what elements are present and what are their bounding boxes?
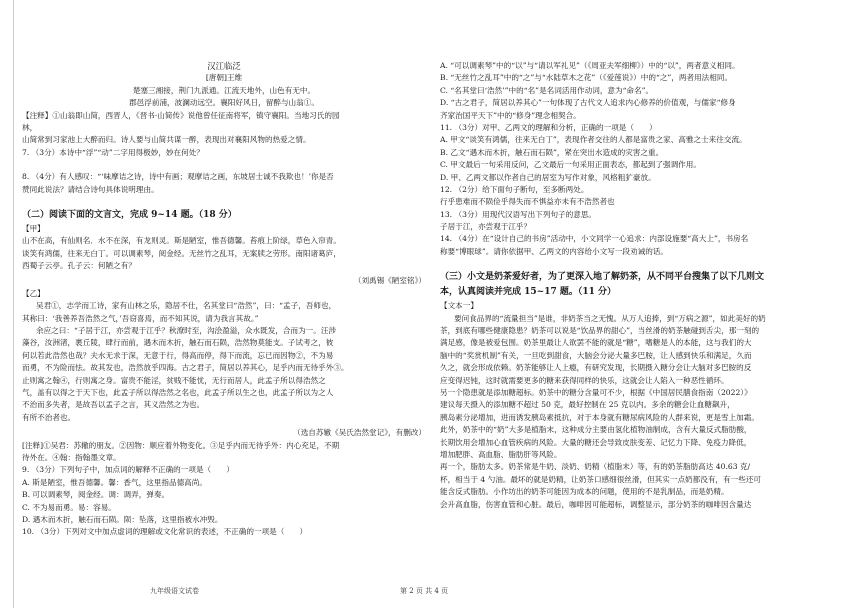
question-11-option-d: D. 甲、乙两文都以作者自己的居室为写作对象，风格粗犷豪放。: [440, 172, 656, 182]
binding-margin: [0, 0, 14, 608]
question-7: 7. （3分）本诗中“浮”“动”二字用得极妙，妙在何处？: [22, 147, 204, 157]
question-10-option-d-1: D. “古之君子，简居以养其心”一句体现了古代文人追求内心修养的价值观，与儒家“修身: [440, 98, 736, 108]
text-1-line-9: 胰岛素分泌增加，进而诱发胰岛素抵抗，对于本身就有糖尿病风险的人群来说，更是雪上加霜。: [440, 412, 759, 422]
passage-b-source: （选自苏辙《吴氏浩然堂记》，有删改）: [293, 428, 426, 438]
question-10-option-d-2: 齐家治国平天下”中的“修身”理念相契合。: [440, 110, 581, 120]
text-1-line-11: 长期饮用会增加心血管疾病的风险。大量的糖还会导致皮肤变差、记忆力下降、免疫力降低，: [440, 437, 752, 447]
passage-b-line-6: 而勇，不为险而怯。故其发也，浩然放乎四海。古之君子，简居以养其心，足乎内而无待乎外③。: [22, 363, 349, 373]
text-1-label: 【文本一】: [440, 301, 478, 311]
text-1-line-10: 此外，奶茶中的“奶”大多是植脂末，这种成分主要由氢化植物油制成，含有大量反式脂肪酸，: [440, 425, 752, 435]
question-11-option-b: B. 乙文“遇木而木折，触石而石陨”，紧在突出水造成的灾害之重。: [440, 147, 664, 157]
passage-b-line-4: 藻谷，汝洲渚，裹丘陵，肆行而前，遇木而木折，触石而石陨，浩然物莫能支。子试考之，彼: [22, 338, 334, 348]
passage-b-line-8: 气，盖有以得之于天下也，此孟子所以得浩然之名也，此孟子所以生之也，此孟子所以为之人: [22, 387, 334, 397]
passage-a-label: 【甲】: [22, 223, 45, 233]
right-column: [440, 60, 844, 560]
section-2-title: （二）阅读下面的文言文，完成 9~14 题。（18 分）: [22, 209, 237, 220]
passage-b-line-3: 余应之曰：“子居于江，亦尝观于江乎？秋潦时至，沟浍盈溢，众水既发，合而为一。汪涉: [36, 326, 337, 336]
passage-b-line-9: 不治而多失者，是故吾以孟子之言，其义浩然之为也。: [22, 400, 205, 410]
passage-a-line-1: 山不在高，有仙则名．水不在深，有龙则灵。斯是陋室，惟吾德馨。苔痕上阶绿，草色入帘青。: [22, 236, 341, 246]
text-1-line-13: 再一个，脂肪太多。奶茶常是牛奶、淡奶、奶精（植脂末）等，有的奶茶脂肪高达 40.63 克/: [440, 462, 751, 472]
question-9-option-a: A. 斯是陋室，惟吾德馨。馨：香气，这里指品德高尚。: [22, 477, 207, 487]
passage-b-label: 【乙】: [22, 288, 45, 298]
passage-a-line-3: 西蜀子云亭。孔子云：何陋之有？: [22, 261, 136, 271]
text-1-line-20: [440, 548, 844, 560]
poem-line-2: 郡邑浮前浦，波澜动远空。襄阳好风日，留醉与山翁①。: [129, 98, 319, 108]
question-10-option-b: B. “无丝竹之乱耳”中的“之”与“水陆草木之花”（《爱莲说》）中的“之”，两者用法相同。: [440, 73, 733, 83]
text-1-line-5: 久之，就会形成依赖。奶茶能够让人上瘾，有研究发现，长期摄入糖分会让大脑对多巴胺的反: [440, 363, 752, 373]
question-14-line-1: 14. （4分）在“设计自己的书房”活动中，小文同学一心追求：内部设施要“高大上”，书房名: [440, 234, 749, 244]
passage-b-note-2: 待外在。④翰：指翰墨文章。: [22, 452, 121, 462]
question-14-line-2: 称要“博眼球”。请你依据甲、乙两文的内容给小文写一段劝诫的话。: [440, 246, 668, 256]
question-8-line-2: 赞同此说法？请结合诗句具体说明理由。: [22, 184, 159, 194]
question-12-text: 行乎患难而不陨俭乎得失而不惧益亦未有不浩然者也: [440, 197, 615, 207]
poem-note-2: 林，: [22, 122, 38, 132]
text-1-line-18: [440, 523, 844, 535]
passage-b-line-1: 吴君①，志学而工诗，家有山林之乐，隐居不仕，名其堂曰“浩然”，曰：“孟子，吾师也，: [36, 301, 337, 311]
text-1-line-15: 能含反式脂肪。小作坊出的奶茶可能因为成本的问题，使用的不是乳制品，而是奶精。: [440, 487, 729, 497]
text-1-line-14: 杯，相当于 4 勺油。最坏的就是奶精，让奶茶口感细很丝滑，但其实一点奶都没有，有一些还可: [440, 474, 761, 484]
text-1-line-12: 增加肥胖、高血脂、脂肪肝等风险。: [440, 449, 562, 459]
section-3-title-2: 本，认真阅读并完成 15~17 题。（11 分）: [440, 287, 617, 298]
text-1-line-2: 茶，到底有哪些健康隐患？奶茶可以说是“饮品界的甜心”，当丝滑的奶茶触碰到舌尖，那一刻的: [440, 326, 760, 336]
question-10-option-a: A. “可以调素琴”中的“以”与“请以军礼见”（《周亚夫军细柳》）中的“以”，两者意义相同。: [440, 61, 740, 70]
question-13-text: 子居于江，亦尝观于江乎？: [440, 222, 532, 232]
text-1-line-17: [440, 511, 844, 523]
text-1-line-6: 应变得迟钝，这时就需要更多的糖来获得同样的快乐，这就会让人陷入一种恶性循环。: [440, 375, 729, 385]
passage-b-line-2: 其称曰：‘我善养吾浩然之气，’吾窃喜焉，而不知其说，请为我言其故。”: [22, 313, 259, 323]
question-10-option-c: C. “名其堂曰‘浩然’”中的“名”是名词活用作动词，意为“命名”。: [440, 85, 654, 95]
text-1-line-4: 脑中的“奖赏机制”有关，一旦吃到甜食，大脑会分泌大量多巴胺，让人感到快乐和满足，久而: [440, 350, 752, 360]
question-11: 11. （3分）对甲、乙两文的理解和分析，正确的一项是（ ）: [440, 122, 657, 132]
poem-author: [唐朝]王维: [205, 73, 243, 83]
text-1-line-8: 建议每天摄入的添加糖不超过 50 克，最好控制在 25 克以内。多余的糖会让血糖飙升，: [440, 400, 735, 410]
question-9-option-b: B. 可以调素琴，阅金经。调：调弄，弹奏。: [22, 490, 170, 500]
footer-exam-name: 九年级语文试卷: [150, 587, 199, 595]
poem-line-1: 楚塞三湘接，荆门九派通。江流天地外，山色有无中。: [132, 85, 316, 95]
text-1-line-3: 满足感，像是被爱包围。奶茶里最让人欲罢不能的就是“糖”，嗜糖是人的本能，这与我们的大: [440, 338, 752, 348]
passage-b-note-1: [注释]①吴君：苏辙的朋友。②因物：顺应着外物变化。③足乎内而无待乎外：内心充足，不期: [22, 440, 340, 450]
question-13: 13. （3分）用现代汉语写出下列句子的意思。: [440, 209, 597, 219]
question-12: 12. （2分）给下面句子断句，至多断两处。: [440, 184, 589, 194]
question-9: 9. （3分）下列句子中，加点词的解释不正确的一项是（ ）: [22, 465, 234, 475]
question-11-option-a: A. 甲文“谈笑有鸿儒，往来无白丁”，表现作者交往的人都是富贵之家、高雅之士来往交流。: [440, 135, 747, 145]
passage-b-line-5: 何以若此浩然也哉？夫水无求于深，无意于行，得高而停，得下而流，忘已而因物②，不为易: [22, 350, 334, 360]
passage-b-line-7: 止则寓之翰④，行则寓之身。富贵不能淫，贫贱不能忧，无行而居人，此孟子所以得浩然之: [22, 375, 326, 385]
poem-title: 汉江临泛: [207, 61, 241, 71]
poem-note-3: 山简常到习家池上大醉而归。诗人要与山简共谋一醉，表现出对襄阳风物的热爱之情。: [22, 135, 311, 145]
question-9-option-d: D. 遇木而木折，触石而石陨。陨：坠落，这里指被水冲毁。: [22, 514, 223, 524]
text-1-line-16: 会升高血脂，伤害血管和心脏。最后，咖啡因可能超标，调整显示，部分奶茶的咖啡因含量达: [440, 499, 752, 509]
passage-a-source: （刘禹锡《陋室铭》）: [353, 276, 426, 286]
section-3-title-1: （三）小文是奶茶爱好者，为了更深入地了解奶茶，从不同平台搜集了以下几则文: [440, 272, 765, 283]
question-8-line-1: 8. （4分）有人感叹：“‘味摩诘之诗，诗中有画；观摩诘之画，东坡居士诚不我欺也！’你是否: [22, 172, 334, 182]
footer-page-number: 第 2 页 共 4 页: [400, 587, 449, 595]
poem-note-1: 【注释】①山翁即山简，西晋人，《晋书·山简传》说他曾任征南将军，镇守襄阳。当地习氏的园: [22, 110, 340, 120]
text-1-line-19: [440, 536, 844, 548]
question-10: 10. （3分）下列对文中加点虚词的理解或文化常识的表述，不正确的一项是（ ）: [22, 527, 308, 537]
text-1-line-1: 要问食品界的“流量担当”是谁，非奶茶当之无愧。从万人追捧，到“万病之源”，如此美好的奶: [454, 313, 766, 323]
text-1-line-7: 另一个隐患就是添加糖超标。奶茶中的糖分含量可不少，根据《中国居民膳食指南（2022）》: [440, 387, 752, 397]
question-9-option-c: C. 不为易而勇。易：容易。: [22, 502, 116, 512]
left-column: [22, 60, 426, 539]
question-11-option-c: C. 甲文最后一句采用反问，乙文最后一句采用正面表态，都起到了强调作用。: [440, 160, 701, 170]
passage-b-line-10: 有所不治者也。: [22, 412, 76, 422]
passage-a-line-2: 谈笑有鸿儒，往来无白丁。可以调素琴，阅金经。无丝竹之乱耳，无案牍之劳形。南阳诸葛庐，: [22, 248, 341, 258]
